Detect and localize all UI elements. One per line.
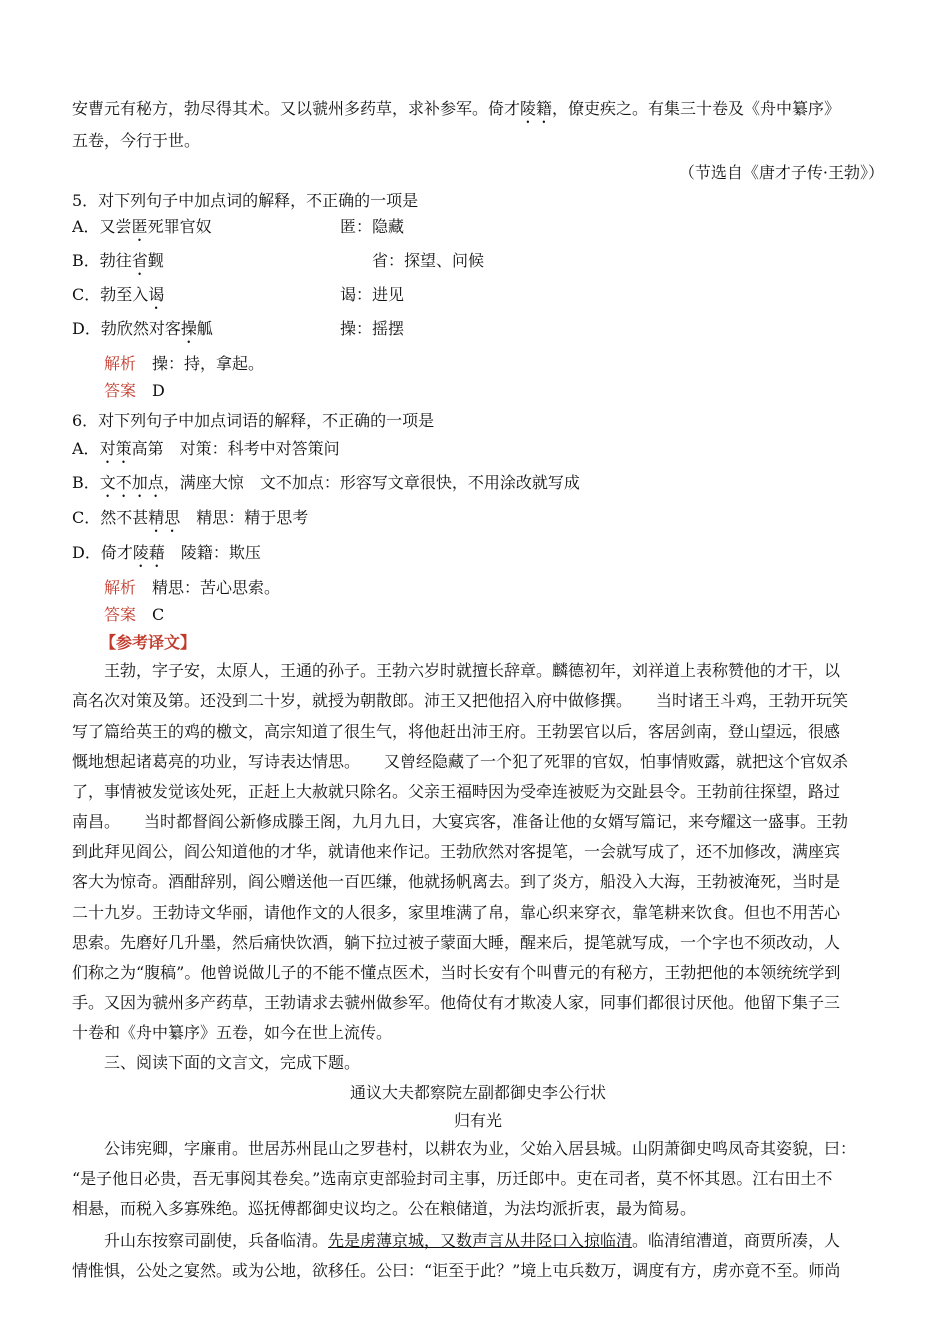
passage-line: 五卷，今行于世。 [72,131,201,150]
translation-line: 南昌。 当时都督阎公新修成滕王阁，九月九日，大宴宾客，准备让他的女婿写篇记，来夸耀这一盛事。王勃 [72,812,849,831]
source-citation: （节选自《唐才子传·王勃》） [678,163,884,182]
translation-line: 们称之为“腹稿”。他曾说做儿子的不能不懂点医术，当时长安有个叫曹元的有秘方，王勃把他的本领统统学到 [72,963,841,982]
passage-author: 归有光 [453,1111,502,1130]
question-5-answer: 答案 D [104,381,165,400]
question-6-analysis: 解析 精思：苦心思索。 [104,578,281,597]
question-6-option-a: A．对策高第 对策：科考中对答策问 [72,439,340,458]
passage-line: 升山东按察司副使，兵备临清。先是虏薄京城，又数声言从井陉口入掠临清。临清绾漕道，商贾所凑，人 [104,1231,841,1250]
passage-line: 相悬，而税入多寡殊绝。巡抚傅都御史议均之。公在粮储道，为法均派折衷，最为简易。 [72,1199,697,1218]
section-3-intro: 三、阅读下面的文言文，完成下题。 [104,1053,361,1072]
translation-line: 思索。先磨好几升墨，然后痛快饮酒，躺下拉过被子蒙面大睡，醒来后，提笔就写成，一个字也不须改动，人 [72,933,841,952]
question-5-option-c: C．勃至入谒 谒：进见 [72,285,405,304]
question-5-stem: 5．对下列句子中加点词的解释，不正确的一项是 [72,191,419,210]
translation-line: 王勃，字子安，太原人，王通的孙子。王勃六岁时就擅长辞章。麟德初年，刘祥道上表称赞他的才干，以 [104,661,841,680]
question-5-option-b: B．勃往省觐 省：探望、问候 [72,251,485,270]
question-6-stem: 6．对下列句子中加点词语的解释，不正确的一项是 [72,411,435,430]
translation-heading: 【参考译文】 [100,633,197,652]
passage-line: 公讳宪卿，字廉甫。世居苏州昆山之罗巷村，以耕农为业，父始入居县城。山阴萧御史鸣凤奇其姿貌，曰： [104,1139,857,1158]
passage-line: 安曹元有秘方，勃尽得其术。又以虢州多药草，求补参军。倚才陵籍，僚吏疾之。有集三十卷及《舟中纂序》 [72,99,841,118]
question-5-analysis: 解析 操：持，拿起。 [104,354,265,373]
translation-line: 到此拜见阎公，阎公知道他的才华，就请他来作记。王勃欣然对客提笔，一会就写成了，还不加修改，满座宾 [72,842,841,861]
question-6-answer: 答案 C [104,605,165,624]
question-6-option-c: C．然不甚精思 精思：精于思考 [72,508,309,527]
translation-line: 慨地想起诸葛亮的功业，写诗表达情思。 又曾经隐藏了一个犯了死罪的官奴，怕事情败露，就把这个官奴杀 [72,752,849,771]
passage-line: 情惟惧，公处之宴然。或为公地，欲移任。公曰：“讵至于此？”境上屯兵数万，调度有方，虏亦竟不至。师尚 [72,1261,841,1280]
underlined-sentence: 先是虏薄京城，又数声言从井陉口入掠临清 [328,1231,633,1250]
translation-line: 了，事情被发觉该处死，正赶上大赦就只除名。父亲王福畤因为受牵连被贬为交趾县令。王勃前往探望，路过 [72,782,841,801]
translation-line: 十卷和《舟中纂序》五卷，如今在世上流传。 [72,1023,393,1042]
translation-line: 客大为惊奇。酒酣辞别，阎公赠送他一百匹缣，他就扬帆离去。到了炎方，船没入大海，王勃被淹死，当时是 [72,872,841,891]
question-6-option-d: D．倚才陵藉 陵籍：欺压 [72,543,261,562]
translation-line: 写了篇给英王的鸡的檄文，高宗知道了很生气，将他赶出沛王府。王勃罢官以后，客居剑南，登山望远，很感 [72,722,841,741]
translation-line: 手。又因为虢州多产药草，王勃请求去虢州做参军。他倚仗有才欺凌人家，同事们都很讨厌他。他留下集子三 [72,993,841,1012]
question-5-option-a: A．又尝匿死罪官奴 匿：隐藏 [72,217,405,236]
translation-line: 高名次对策及第。还没到二十岁，就授为朝散郎。沛王又把他招入府中做修撰。 当时诸王斗鸡，王勃开玩笑 [72,691,849,710]
translation-line: 二十九岁。王勃诗文华丽，请他作文的人很多，家里堆满了帛，靠心织来穿衣，靠笔耕来饮食。但也不用苦心 [72,903,841,922]
passage-title: 通议大夫都察院左副都御史李公行状 [349,1083,606,1102]
question-5-option-d: D．勃欣然对客操觚 操：摇摆 [72,319,405,338]
passage-line: “是子他日必贵，吾无事阅其卷矣。”选南京吏部验封司主事，历迁郎中。吏在司者，莫不怀其恩。江右田土不 [72,1169,833,1188]
question-6-option-b: B．文不加点，满座大惊 文不加点：形容写文章很快，不用涂改就写成 [72,473,580,492]
